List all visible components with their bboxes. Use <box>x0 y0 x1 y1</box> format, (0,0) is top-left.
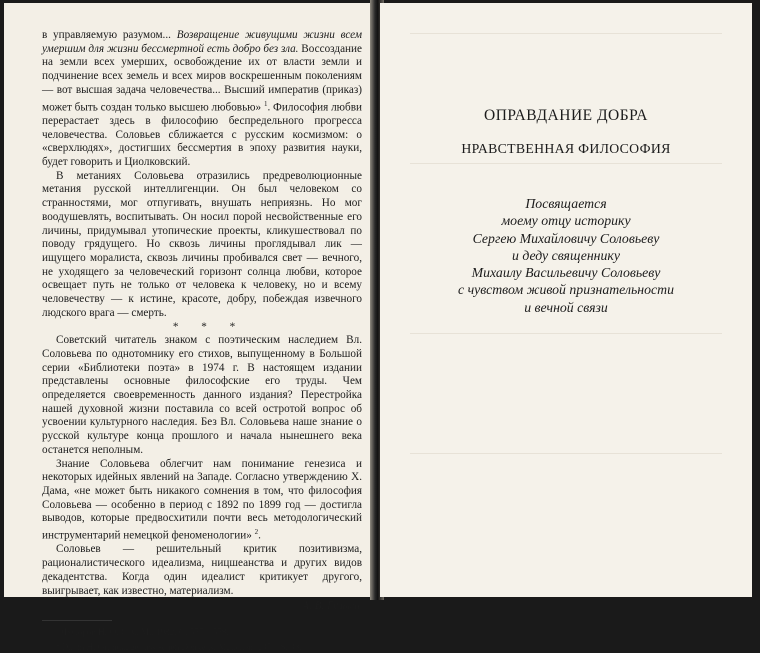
footnote <box>42 624 362 639</box>
footnote-divider <box>42 620 112 621</box>
dedication <box>380 195 752 316</box>
text-run: Воссоздание на земли всех умерших, освобождение их от власти земли и подчинение всех земель и всех миров воскрешенным поколениям — вот высшая задача человечества... Высший императив (приказ) может быть создан только высшею любовью» <box>42 42 362 114</box>
dedication-line: Сергею Михайловичу Соловьеву <box>472 230 660 246</box>
section-separator: * * * <box>172 320 246 333</box>
title-block <box>380 107 752 316</box>
footnote-text: Федоров Н. Ф. Соч. М., 1982. С. 557—558. <box>59 627 229 638</box>
right-page <box>380 3 752 597</box>
italic-quote: Возвращение живущими жизни всем умершим для жизни бессмертной есть добро без зла. <box>42 29 362 55</box>
paragraph <box>42 458 362 544</box>
dedication-line: и вечной связи <box>524 299 608 315</box>
paragraph: Советский читатель знаком с поэтическим наследием Вл. Соловьева по однотомнику его стихов, выпущенному в Большой серии «Библиотеки поэта» в 1974 г. В настоящем издании представлены основные философские его труды. Чем определяется своевременность данного издания? Перестройка нашей духовной жизни поставила со всей остротой вопрос об усвоении культурного наследия. Без Вл. Соловьева наше знание о русской культуре конца прошлого и начала нынешнего века останется неполным. <box>42 334 362 456</box>
show-through <box>410 33 722 34</box>
footnote-number: 1 <box>56 625 60 633</box>
dedication-line: Михаилу Васильевичу Соловьеву <box>471 265 661 281</box>
dedication-line: с чувством живой признательности <box>458 282 674 298</box>
paragraph: Соловьев — решительный критик позитивизма, рационалистического идеализма, ницшеанства и других видов декадентства. Когда один идеалист критикует другого, выигрывает, как известно, материализм. <box>42 543 362 597</box>
left-page-text <box>42 29 362 653</box>
book-subtitle: НРАВСТВЕННАЯ ФИЛОСОФИЯ <box>461 141 671 156</box>
text-run: . Философия любви перерастает здесь в философию беспредельного прогресса человечества. Соловьев сближается с русским космизмом: о «сверхлюдях», достигших бессмертия в эпоху развития науки, будет говорить и Циолковский. <box>42 101 362 169</box>
footnote <box>42 639 362 653</box>
text-run: Знание Соловьева облегчит нам понимание генезиса и некоторых идейных явлений на Западе. Согласно утверждению Х. Дама, «не может быть никакого сомнения в том, что философия Соловьева — особенно в период с 1892 по 1899 год — достигла выводов, которые предвосхитили почти весь методологический инструментарий немецкой феноменологии» <box>42 457 362 542</box>
dedication-line: Посвящается <box>525 196 607 211</box>
text-run: в управляемую разумом... <box>42 29 177 41</box>
book-title: ОПРАВДАНИЕ ДОБРА <box>484 107 648 124</box>
footnote-number: 2 <box>56 639 60 648</box>
dedication-line: и деду священнику <box>511 247 621 263</box>
paragraph <box>42 29 362 170</box>
footnote-text: Dahm H. Grundzüge russischen Denkens. München, 1979. S. 33. <box>59 641 302 652</box>
footnote-ref: 1 <box>263 99 268 108</box>
footnote-ref: 2 <box>254 528 259 537</box>
show-through <box>410 453 722 454</box>
show-through <box>410 333 722 334</box>
text-run: . <box>258 529 261 542</box>
left-page <box>4 3 375 652</box>
paragraph: В метаниях Соловьева отразились предреволюционные метания русской интеллигенции. Он был человеком со странностями, мог отпугивать, внушать неприязнь. Но мог воодушевлять, воспитывать. Он носил порой несвойственные его личины, придумывал утопические проекты, кликушествовал по поводу грядущего. Но сквозь личины проглядывал лик — ищущего моралиста, сквозь личины пробивался свет — вечного, не уходящего за человеческий горизонт солнца любви, которое освещает путь не только от человека к человеку, но и всему человечеству — к истине, красоте, добру, побеждая извечного людского врага — смерть. <box>42 169 362 319</box>
dedication-line: моему отцу историку <box>501 213 631 229</box>
author-signature: А. В. Гулыга <box>302 600 360 613</box>
